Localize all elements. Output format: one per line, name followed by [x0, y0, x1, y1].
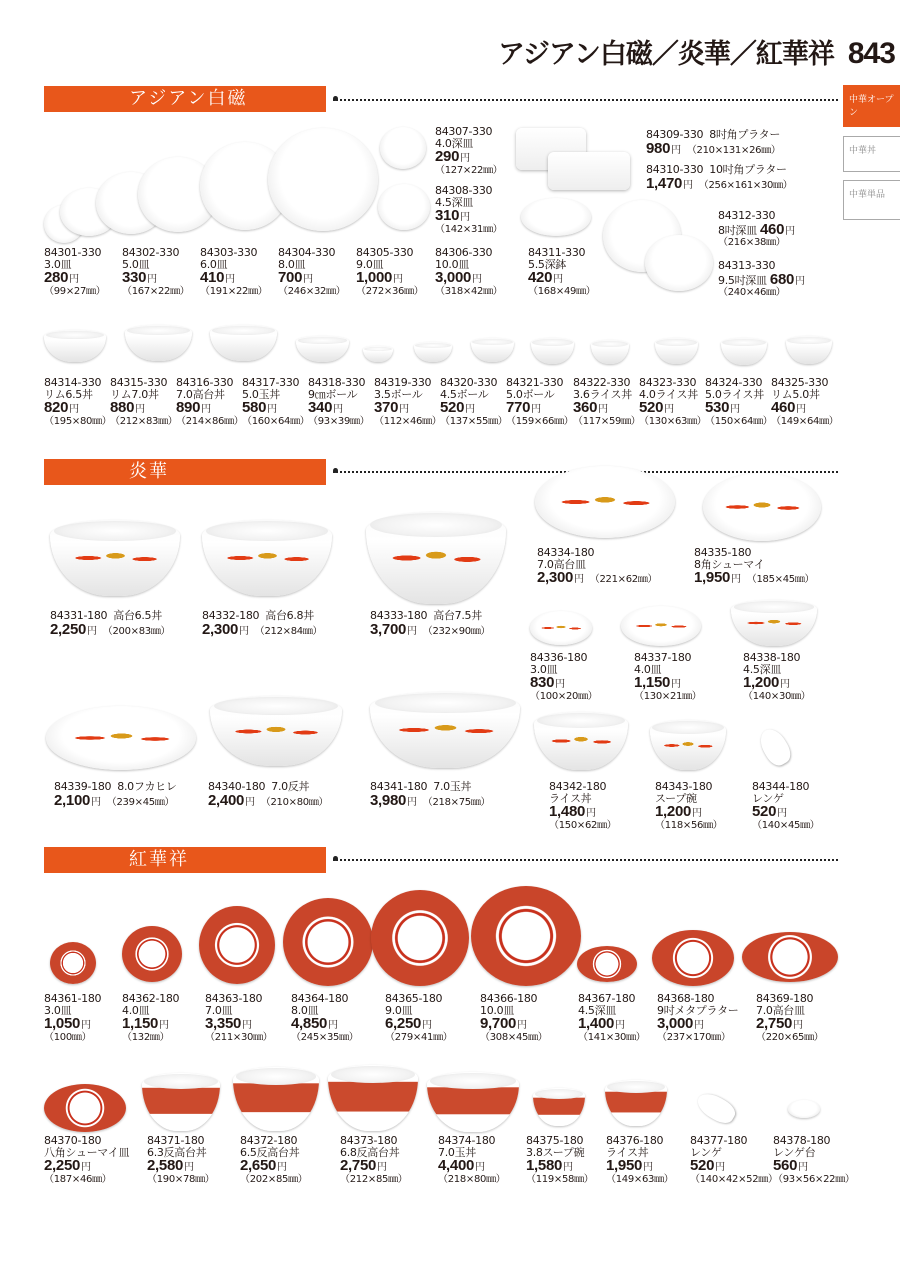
- product-item: 84333-180 高台7.5丼 3,700円 （232×90㎜）: [370, 609, 491, 638]
- product-photo: [50, 942, 96, 984]
- product-item: 84322-330 3.6ライス丼 360円 （117×59㎜）: [573, 376, 641, 427]
- product-photo: [471, 886, 581, 986]
- product-item: 84311-330 5.5深鉢 420円 （168×49㎜）: [528, 246, 596, 297]
- product-item: 84368-180 9吋メタプラター 3,000円 （237×170㎜）: [657, 992, 739, 1043]
- product-item: 84367-180 4.5深皿 1,400円 （141×30㎜）: [578, 992, 646, 1043]
- product-photo: [655, 338, 698, 364]
- product-photo: [427, 1072, 519, 1132]
- product-item: 84306-330 10.0皿 3,000円 （318×42㎜）: [435, 246, 503, 297]
- product-item: 84318-330 9㎝ボール 340円 （93×39㎜）: [308, 376, 370, 427]
- product-photo: [731, 600, 817, 646]
- product-item: 84336-180 3.0皿 830円 （100×20㎜）: [530, 651, 598, 702]
- product-item: 84323-330 4.0ライス丼 520円 （130×63㎜）: [639, 376, 707, 427]
- product-photo: [788, 1100, 820, 1118]
- product-item: 84371-180 6.3反高台丼 2,580円 （190×78㎜）: [147, 1134, 215, 1185]
- product-photo: [548, 152, 630, 190]
- product-item: 84308-330 4.5深皿 310円 （142×31㎜）: [435, 184, 503, 235]
- product-item: 84331-180 高台6.5丼 2,250円 （200×83㎜）: [50, 609, 171, 638]
- product-item: 84373-180 6.8反高台丼 2,750円 （212×85㎜）: [340, 1134, 408, 1185]
- section-koukasho: 紅華祥: [44, 847, 326, 873]
- product-item: 84370-180 八角シューマイ皿 2,250円 （187×46㎜）: [44, 1134, 130, 1185]
- product-photo: [530, 611, 592, 645]
- product-item: 84325-330 リム5.0丼 460円 （149×64㎜）: [771, 376, 839, 427]
- product-item: 84343-180 スープ碗 1,200円 （118×56㎜）: [655, 780, 723, 831]
- product-item: 84305-330 9.0皿 1,000円 （272×36㎜）: [356, 246, 424, 297]
- product-item: 84316-330 7.0高台丼 890円 （214×86㎜）: [176, 376, 244, 427]
- product-photo: [142, 1073, 220, 1131]
- product-photo: [755, 725, 795, 770]
- product-item: 84338-180 4.5深皿 1,200円 （140×30㎜）: [743, 651, 811, 702]
- product-photo: [591, 340, 629, 364]
- section-divider: [333, 99, 838, 101]
- product-photo: [50, 520, 180, 596]
- tab-chuka-tanpin[interactable]: 中華単品: [843, 180, 900, 220]
- section-enka: 炎華: [44, 459, 326, 485]
- product-photo: [210, 696, 342, 766]
- product-item: 84375-180 3.8スープ碗 1,580円 （119×58㎜）: [526, 1134, 594, 1185]
- product-item: 84317-330 5.0玉丼 580円 （160×64㎜）: [242, 376, 310, 427]
- product-item: 84315-330 リム7.0丼 880円 （212×83㎜）: [110, 376, 178, 427]
- product-item: 84334-180 7.0高台皿 2,300円 （221×62㎜）: [537, 546, 658, 586]
- product-photo: [742, 932, 838, 982]
- product-photo: [296, 336, 349, 362]
- product-photo: [378, 184, 430, 230]
- product-item: 84321-330 5.0ボール 770円 （159×66㎜）: [506, 376, 574, 427]
- product-item: 84303-330 6.0皿 410円 （191×22㎜）: [200, 246, 268, 297]
- product-item: 84310-330 10吋角プラター 1,470円 （256×161×30㎜）: [646, 163, 793, 192]
- product-photo: [44, 330, 106, 362]
- tab-chuka-don[interactable]: 中華丼: [843, 136, 900, 172]
- product-item: 84365-180 9.0皿 6,250円 （279×41㎜）: [385, 992, 453, 1043]
- product-item: 84364-180 8.0皿 4,850円 （245×35㎜）: [291, 992, 359, 1043]
- product-photo: [125, 325, 192, 361]
- product-item: 84307-330 4.0深皿 290円 （127×22㎜）: [435, 125, 503, 176]
- product-photo: [533, 1088, 585, 1126]
- section-asian-hakuji: アジアン白磁: [44, 86, 326, 112]
- product-photo: [44, 1084, 126, 1132]
- product-photo: [577, 946, 637, 982]
- product-item: 84378-180 レンゲ台 560円 （93×56×22㎜）: [773, 1134, 855, 1185]
- product-photo: [521, 198, 591, 236]
- product-item: 84361-180 3.0皿 1,050円 （100㎜）: [44, 992, 102, 1043]
- product-item: 84337-180 4.0皿 1,150円 （130×21㎜）: [634, 651, 702, 702]
- product-item: 84312-330 8吋深皿 460円 （216×38㎜）: [718, 209, 795, 248]
- product-photo: [534, 712, 628, 770]
- product-item: 84340-180 7.0反丼 2,400円 （210×80㎜）: [208, 780, 329, 809]
- product-item: 84369-180 7.0高台皿 2,750円 （220×65㎜）: [756, 992, 824, 1043]
- product-item: 84335-180 8角シューマイ 1,950円 （185×45㎜）: [694, 546, 815, 586]
- product-photo: [652, 930, 734, 986]
- product-item: 84314-330 リム6.5丼 820円 （195×80㎜）: [44, 376, 112, 427]
- product-photo: [268, 128, 378, 231]
- product-item: 84313-330 9.5吋深皿 680円 （240×46㎜）: [718, 259, 805, 298]
- product-item: 84304-330 8.0皿 700円 （246×32㎜）: [278, 246, 346, 297]
- product-item: 84309-330 8吋角プラター 980円 （210×131×26㎜）: [646, 128, 781, 157]
- product-photo: [621, 606, 701, 646]
- product-item: 84374-180 7.0玉丼 4,400円 （218×80㎜）: [438, 1134, 506, 1185]
- product-item: 84366-180 10.0皿 9,700円 （308×45㎜）: [480, 992, 548, 1043]
- page-number: 843: [847, 37, 895, 70]
- product-item: 84320-330 4.5ボール 520円 （137×55㎜）: [440, 376, 508, 427]
- product-photo: [46, 706, 196, 770]
- product-item: 84342-180 ライス丼 1,480円 （150×62㎜）: [549, 780, 617, 831]
- product-photo: [531, 338, 574, 364]
- product-item: 84372-180 6.5反高台丼 2,650円 （202×85㎜）: [240, 1134, 308, 1185]
- product-photo: [721, 338, 767, 365]
- product-item: 84324-330 5.0ライス丼 530円 （150×64㎜）: [705, 376, 773, 427]
- product-item: 84301-330 3.0皿 280円 （99×27㎜）: [44, 246, 106, 297]
- product-photo: [366, 512, 506, 604]
- product-item: 84339-180 8.0フカヒレ 2,100円 （239×45㎜）: [54, 780, 177, 809]
- product-photo: [471, 338, 514, 362]
- product-photo: [645, 235, 713, 291]
- product-photo: [703, 473, 821, 541]
- product-photo: [370, 692, 520, 768]
- product-item: 84341-180 7.0玉丼 3,980円 （218×75㎜）: [370, 780, 491, 809]
- product-photo: [605, 1080, 667, 1126]
- page-title: アジアン白磁／炎華／紅華祥 843: [498, 37, 895, 70]
- product-item: 84319-330 3.5ボール 370円 （112×46㎜）: [374, 376, 442, 427]
- section-divider: [333, 859, 838, 861]
- product-item: 84332-180 高台6.8丼 2,300円 （212×84㎜）: [202, 609, 323, 638]
- product-photo: [202, 520, 332, 596]
- product-photo: [210, 325, 277, 361]
- product-photo: [414, 342, 452, 362]
- product-photo: [371, 890, 469, 986]
- product-photo: [363, 346, 393, 362]
- product-photo: [328, 1065, 418, 1131]
- product-photo: [199, 906, 275, 984]
- product-item: 84377-180 レンゲ 520円 （140×42×52㎜）: [690, 1134, 778, 1185]
- product-item: 84363-180 7.0皿 3,350円 （211×30㎜）: [205, 992, 273, 1043]
- product-photo: [233, 1067, 319, 1131]
- product-item: 84376-180 ライス丼 1,950円 （149×63㎜）: [606, 1134, 674, 1185]
- product-photo: [693, 1088, 739, 1127]
- product-photo: [786, 336, 832, 364]
- product-item: 84362-180 4.0皿 1,150円 （132㎜）: [122, 992, 180, 1043]
- product-photo: [380, 127, 426, 169]
- product-item: 84302-330 5.0皿 330円 （167×22㎜）: [122, 246, 190, 297]
- product-photo: [122, 926, 182, 982]
- tab-chuka-open[interactable]: 中華オープン: [843, 85, 900, 127]
- product-item: 84344-180 レンゲ 520円 （140×45㎜）: [752, 780, 820, 831]
- product-photo: [650, 720, 726, 770]
- product-photo: [283, 898, 373, 986]
- product-photo: [535, 466, 675, 538]
